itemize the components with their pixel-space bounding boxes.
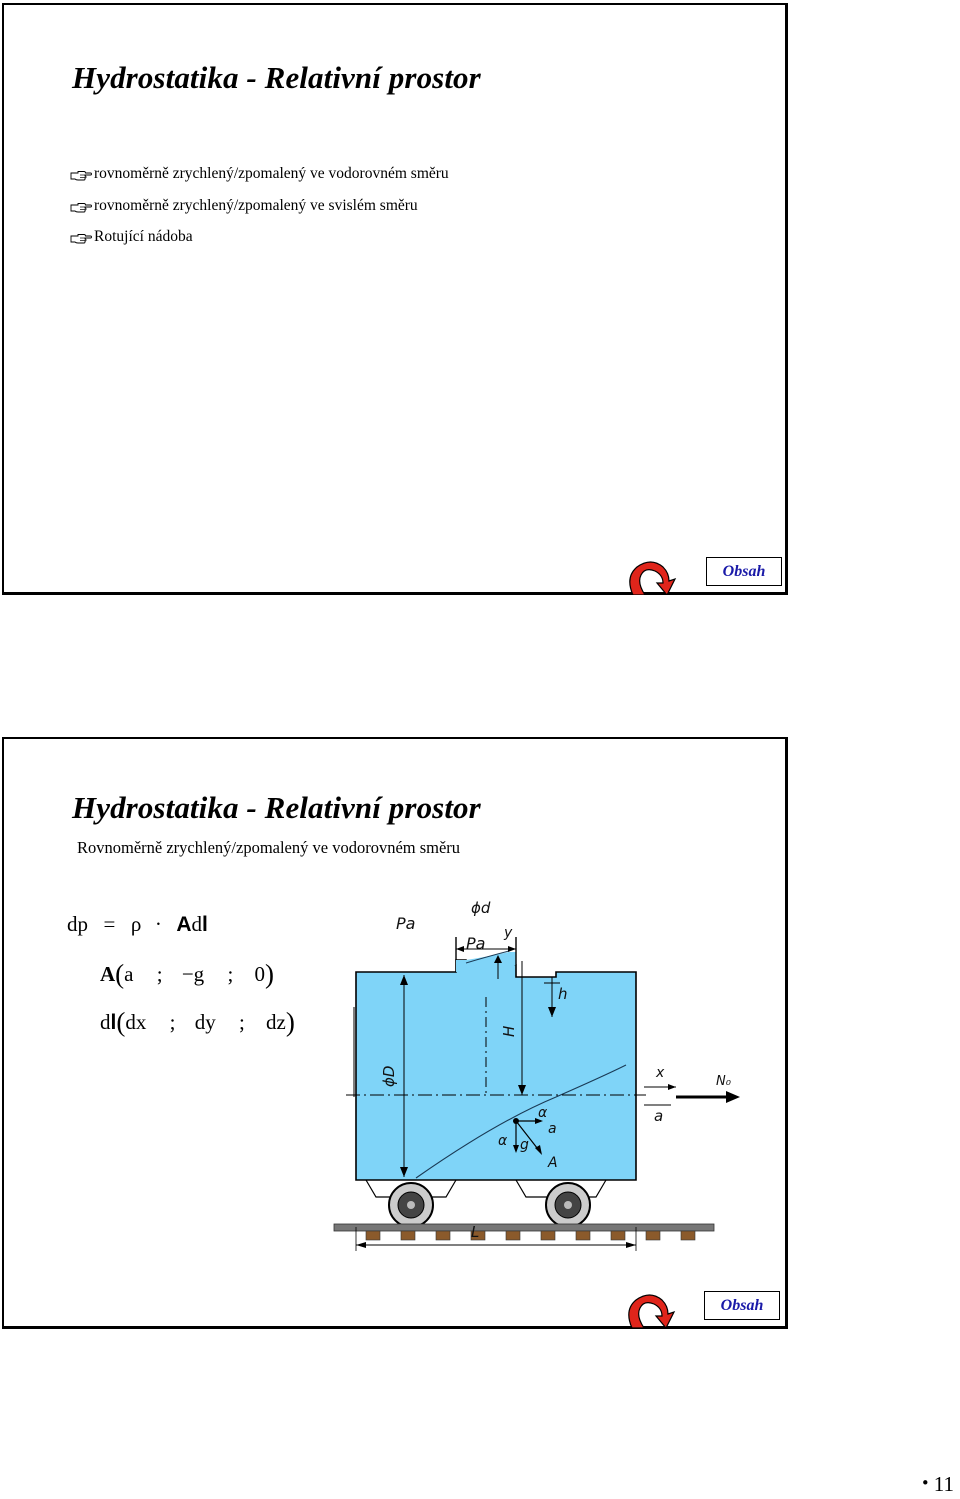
- label-g-vector: g: [520, 1137, 529, 1153]
- formula-term: dz: [266, 1010, 286, 1034]
- label-n0: N₀: [716, 1074, 731, 1089]
- label-L: L: [471, 1223, 480, 1241]
- formula-term: ρ: [130, 912, 142, 936]
- bullet-text: Rotující nádoba: [94, 228, 193, 245]
- formula-term: ;: [238, 1010, 245, 1034]
- formula-term: −g: [181, 962, 205, 986]
- tank-body: [356, 960, 636, 1180]
- contents-button[interactable]: Obsah: [706, 557, 782, 586]
- label-pa-left: Pa: [396, 914, 416, 933]
- formula-term: 0: [254, 962, 266, 986]
- pointing-hand-icon: [70, 200, 92, 214]
- formula-term: dx: [125, 1010, 147, 1034]
- pointing-hand-icon: [70, 231, 92, 245]
- label-alpha-top: α: [538, 1105, 548, 1121]
- formula-term: dp: [67, 912, 88, 936]
- page-bullet: •: [920, 1474, 930, 1492]
- bullet-list: [70, 165, 449, 260]
- label-pa-inner: Pa: [466, 934, 486, 953]
- label-H: H: [500, 1025, 518, 1037]
- formula-term: dy: [194, 1010, 216, 1034]
- slide-1: [2, 3, 788, 595]
- list-item[interactable]: [70, 228, 449, 260]
- formula-term: ;: [156, 962, 163, 986]
- formula-term: l: [110, 1011, 117, 1034]
- acceleration-vector-formula: A(a ; −g ; 0): [100, 959, 275, 989]
- formula-term: l: [202, 913, 208, 936]
- label-phi-d: ϕd: [471, 899, 491, 917]
- formula-term: A: [100, 962, 116, 986]
- tank-car-diagram: [326, 897, 776, 1257]
- formula-term: a: [124, 962, 134, 986]
- formula-term: ;: [227, 962, 234, 986]
- formula-term: =: [103, 912, 116, 936]
- bullet-text: rovnoměrně zrychlený/zpomalený ve vodorovném směru: [94, 165, 449, 182]
- slide-subtitle: Rovnoměrně zrychlený/zpomalený ve vodorovném směru: [77, 838, 461, 857]
- wheel-right: [546, 1183, 590, 1227]
- slide-title: Hydrostatika - Relativní prostor: [72, 790, 481, 825]
- label-alpha-bottom: α: [498, 1133, 508, 1149]
- slide-2: [2, 737, 788, 1329]
- pointing-hand-icon: [70, 168, 92, 182]
- slide-title: Hydrostatika - Relativní prostor: [72, 60, 481, 95]
- back-arrow-icon[interactable]: [622, 1292, 676, 1328]
- label-x: x: [656, 1065, 665, 1081]
- label-a-vector: a: [548, 1121, 557, 1137]
- formula-term: ;: [169, 1010, 176, 1034]
- wheel-left: [389, 1183, 433, 1227]
- label-A-vector: A: [548, 1155, 558, 1171]
- displacement-vector-formula: dl(dx ; dy ; dz): [100, 1007, 295, 1037]
- page-number-value: 11: [933, 1472, 954, 1496]
- label-y: y: [504, 925, 513, 941]
- pressure-formula: [67, 912, 208, 937]
- label-h: h: [558, 985, 568, 1003]
- formula-term: d: [191, 912, 202, 936]
- contents-button[interactable]: Obsah: [704, 1291, 780, 1320]
- page-number: [921, 1472, 954, 1497]
- label-phi-D: ϕD: [380, 1065, 398, 1087]
- list-item[interactable]: [70, 197, 449, 229]
- bullet-text: rovnoměrně zrychlený/zpomalený ve svislém směru: [94, 196, 418, 214]
- label-a-right: a: [654, 1107, 664, 1125]
- list-item[interactable]: [70, 165, 449, 197]
- formula-term: A: [176, 913, 192, 936]
- formula-term: ·: [154, 912, 162, 936]
- formula-term: d: [100, 1010, 111, 1034]
- back-arrow-icon[interactable]: [623, 559, 677, 595]
